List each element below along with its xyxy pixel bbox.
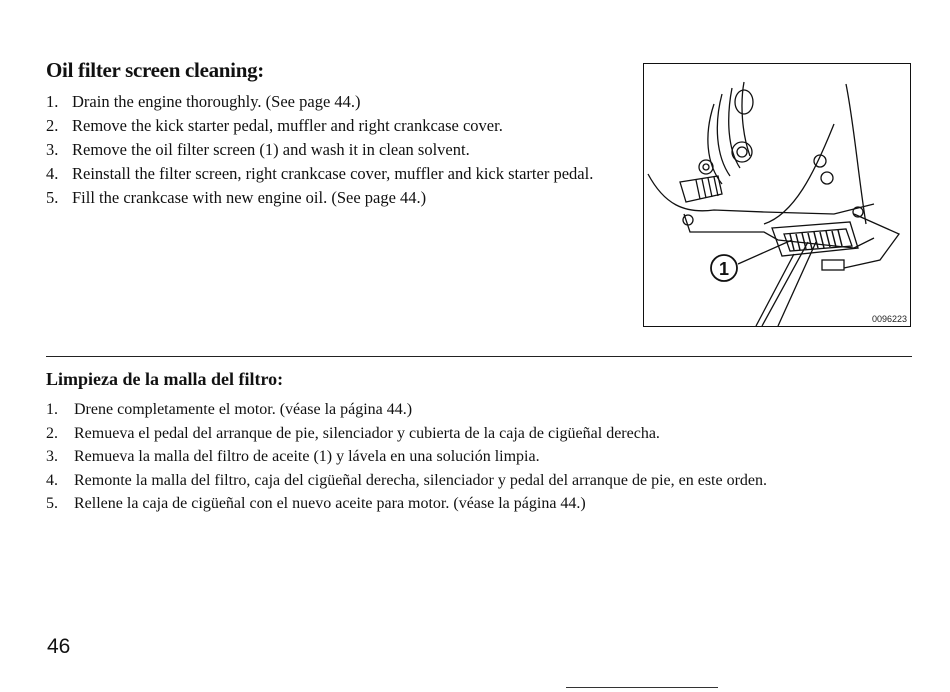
step-text: Remueva la malla del filtro de aceite (1) y lávela en una solución limpia. <box>74 448 540 465</box>
english-step <box>46 90 626 114</box>
spanish-section <box>46 366 918 516</box>
engine-drawing <box>644 64 910 326</box>
spanish-step <box>46 445 918 469</box>
figure-code: 0096223 <box>871 314 907 324</box>
spanish-step <box>46 469 918 493</box>
step-number: 2. <box>46 424 58 442</box>
english-title: Oil filter screen cleaning: <box>46 58 264 82</box>
section-divider <box>46 356 912 357</box>
oil-filter-illustration <box>643 63 911 327</box>
spanish-step <box>46 398 918 422</box>
step-number: 1. <box>46 92 59 111</box>
step-number: 3. <box>46 140 59 159</box>
english-step <box>46 114 626 138</box>
step-text: Remove the oil filter screen (1) and wash it in clean solvent. <box>72 140 470 159</box>
step-text: Drain the engine thoroughly. (See page 44.) <box>72 92 361 111</box>
step-text: Reinstall the filter screen, right crankcase cover, muffler and kick starter pedal. <box>72 164 594 183</box>
footer-rule <box>566 687 718 688</box>
step-number: 5. <box>46 188 59 207</box>
step-text: Remove the kick starter pedal, muffler and right crankcase cover. <box>72 116 503 135</box>
english-step <box>46 186 626 210</box>
step-text: Remueva el pedal del arranque de pie, silenciador y cubierta de la caja de cigüeñal derecha. <box>74 424 660 442</box>
step-number: 4. <box>46 164 59 183</box>
step-text: Drene completamente el motor. (véase la página 44.) <box>74 401 413 418</box>
english-step <box>46 162 626 186</box>
english-step <box>46 138 626 162</box>
callout-number: 1 <box>718 259 730 279</box>
step-number: 1. <box>46 401 58 418</box>
step-text: Rellene la caja de cigüeñal con el nuevo aceite para motor. (véase la página 44.) <box>74 495 586 512</box>
english-steps <box>46 90 626 210</box>
step-number: 2. <box>46 116 59 135</box>
page-number: 46 <box>47 635 71 658</box>
spanish-step <box>46 492 918 516</box>
step-number: 3. <box>46 448 58 465</box>
spanish-title: Limpieza de la malla del filtro: <box>46 369 284 389</box>
step-number: 5. <box>46 495 58 512</box>
step-text: Fill the crankcase with new engine oil. (See page 44.) <box>72 188 427 207</box>
step-text: Remonte la malla del filtro, caja del cigüeñal derecha, silenciador y pedal del arranque de pie, en este orden. <box>74 471 768 489</box>
english-section <box>46 56 626 210</box>
spanish-steps <box>46 398 918 516</box>
step-number: 4. <box>46 471 58 489</box>
spanish-step <box>46 422 918 446</box>
